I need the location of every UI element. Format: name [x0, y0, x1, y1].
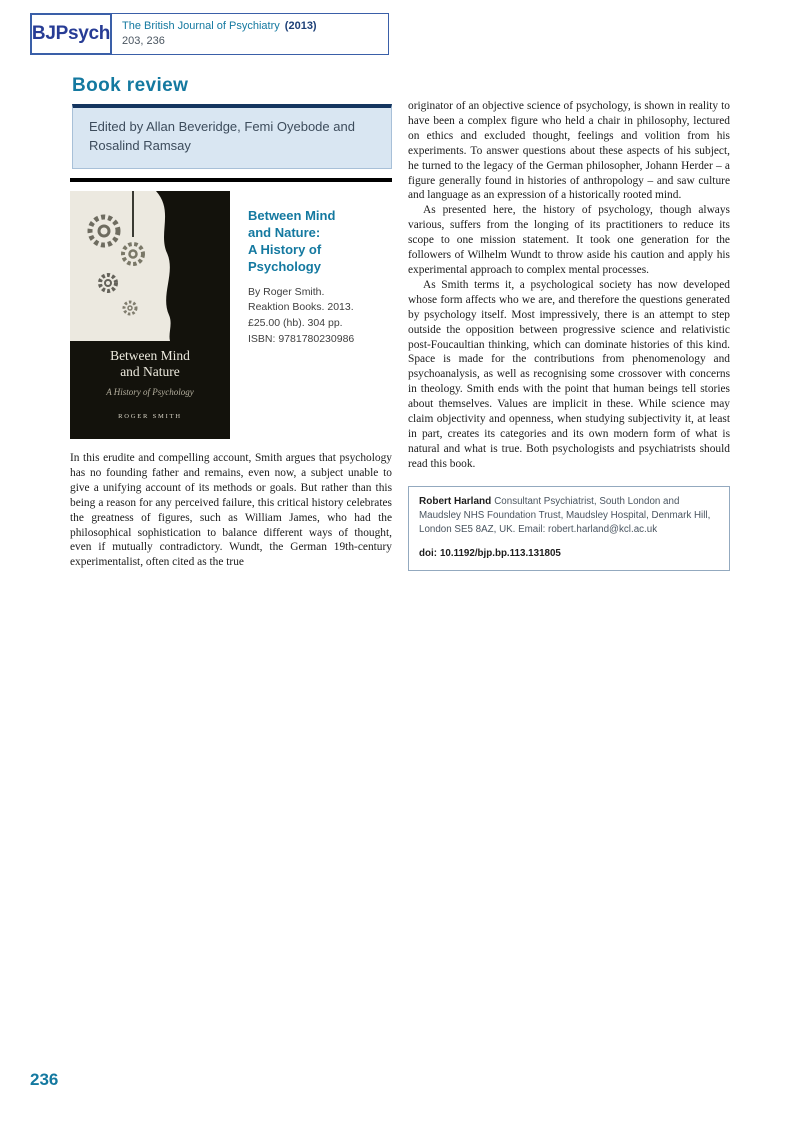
book-isbn-line: ISBN: 9781780230986 — [248, 332, 355, 345]
book-cover-art — [70, 191, 230, 341]
section-title: Book review — [72, 75, 189, 96]
cover-author: ROGER SMITH — [118, 413, 182, 421]
book-title-line3: A History of Psychology — [248, 242, 322, 275]
review-paragraph: As Smith terms it, a psychological society has now developed whose form affects who we are, and therefore the questions generated by psychology itself. Most impressively, there is an attempt to step outside the opposition between progressive science and relativistic post-Foucaultian thinking, which can dominate histories of this kind. Space is made for the contributions from phenomenology and psychoanalysis, as well as recognising some crossover with concerns in theology. Smith ends with the point that human beings tell stories about themselves. Values are implicit in these. While science may claim objectivity and openness, when studying subjectivity it, at least in part, creates its categories and its own modern form of what is natural and what is true. Both psychologists and psychiatrists should read this book. — [408, 278, 730, 470]
right-column — [408, 99, 730, 571]
author-box — [408, 486, 730, 571]
book-cover — [70, 191, 230, 439]
review-paragraph: originator of an objective science of psychology, is shown in reality to have been a complex figure who held a chair in philosophy, lectured on ethics and excluded thought, feelings and volition from his experiments. To answer questions about these aspects of his subject, he turned to the legacy of the German philosopher, Johann Herder – a figure generally found in histories of anthropology – and saw culture and language as an expression of a historically rooted mind. — [408, 100, 730, 202]
journal-title-line — [122, 19, 378, 34]
head-silhouette — [70, 191, 171, 341]
logo-text: BJPsych — [31, 23, 111, 44]
journal-year: (2013) — [284, 20, 317, 32]
book-title-line2: and Nature: — [248, 225, 321, 241]
book-details — [248, 191, 392, 439]
cover-text — [70, 348, 230, 420]
doi-value: 10.1192/bjp.bp.113.131805 — [439, 547, 561, 559]
journal-citation-box — [111, 13, 389, 55]
book-title-line1: Between Mind — [248, 208, 336, 223]
cover-title-line1: Between Mind — [110, 348, 190, 363]
editors-box — [72, 104, 392, 169]
book-price-line: £25.00 (hb). 304 pp. — [248, 317, 343, 330]
cover-title-line2: and Nature — [120, 364, 180, 380]
review-paragraph-left: In this erudite and compelling account, Smith argues that psychology has no founding father and remains, even now, a subject unable to give a unifying account of its methods or goals. But rather than this being a reason for any perceived failure, this critical history celebrates the greatness of figures, such as William James, who had the philosophical sophistication to balance different ways of thought, even if mutually contradictory. Wundt, the German 19th-century experimentalist, often cited as the true — [70, 452, 392, 569]
left-column — [70, 178, 392, 570]
editors-text: Edited by Allan Beveridge, Femi Oyebode and Rosalind Ramsay — [89, 119, 355, 153]
book-cover-row — [70, 191, 392, 439]
book-title — [248, 207, 392, 276]
journal-volume-pages: 203, 236 — [122, 34, 165, 47]
divider-rule — [70, 178, 392, 182]
bjpsych-logo — [30, 13, 112, 55]
doi-label: doi: — [419, 547, 437, 559]
review-paragraph: As presented here, the history of psychology, though always various, suffers from the longing of its practitioners to reduce its scope to one mission statement. It took one generation for the followers of Wilhelm Wundt to throw aside his caution and apply his experimental approach to complex mental processes. — [408, 204, 730, 276]
cover-subtitle: A History of Psychology — [106, 387, 194, 398]
book-meta — [248, 285, 392, 348]
book-author-line: By Roger Smith. — [248, 285, 325, 298]
book-publisher-line: Reaktion Books. 2013. — [248, 301, 354, 314]
page-number: 236 — [30, 1070, 59, 1089]
cover-title — [70, 348, 230, 380]
journal-title: The British Journal of Psychiatry — [122, 20, 280, 32]
doi-line — [419, 547, 719, 561]
reviewer-affiliation: Consultant Psychiatrist, South London and Maudsley NHS Foundation Trust, Maudsley Hospital, Denmark Hill, London SE5 8AZ, UK. Email: robert.harland@kcl.ac.uk — [419, 495, 711, 536]
reviewer-name: Robert Harland — [419, 495, 492, 507]
